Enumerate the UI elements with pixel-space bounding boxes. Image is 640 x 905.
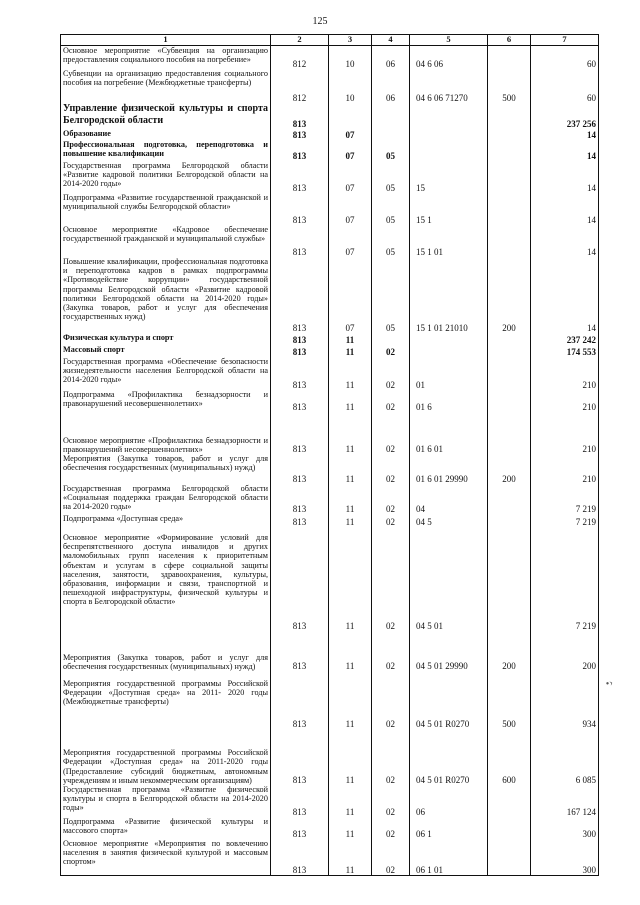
- row-admin-code: 813: [271, 631, 329, 671]
- row-target-code: 04: [410, 484, 488, 514]
- table-row: [61, 839, 599, 876]
- row-expense-type: [488, 345, 531, 357]
- row-amount: 210: [531, 390, 599, 412]
- row-amount: 174 553: [531, 345, 599, 357]
- row-section: 11: [329, 357, 372, 390]
- row-admin-code: 813: [271, 357, 329, 390]
- row-target-code: 04 5: [410, 514, 488, 527]
- row-expense-type: [488, 390, 531, 412]
- header-col-2: 2: [271, 35, 329, 46]
- row-subsection: [372, 129, 410, 140]
- table-row: [61, 46, 599, 70]
- row-description: Массовый спорт: [61, 345, 271, 357]
- row-description: Основное мероприятие «Формирование условий для беспрепятственного доступа инвалидов и других маломобильных групп населения к приоритетным объектам и услугам в сфере социальной защиты населения, занятости, здравоохранения, культуры, образования, информации и связи, транспортной и пешеходной инфраструктуры, физической культуры и спорта в Белгородской области»: [61, 527, 271, 631]
- row-section: 07: [329, 257, 372, 333]
- row-description: Управление физической культуры и спорта Белгородской области: [61, 103, 271, 129]
- row-target-code: 04 5 01 R0270: [410, 729, 488, 785]
- row-target-code: 01 6 01 29990: [410, 454, 488, 484]
- row-expense-type: 200: [488, 454, 531, 484]
- table-row: [61, 484, 599, 514]
- row-description: Основное мероприятие «Профилактика безнадзорности и правонарушений несовершеннолетних»: [61, 412, 271, 454]
- row-section: 11: [329, 729, 372, 785]
- row-admin-code: 813: [271, 257, 329, 333]
- row-amount: 237 242: [531, 333, 599, 345]
- table-row: [61, 514, 599, 527]
- row-section: 11: [329, 785, 372, 817]
- row-admin-code: 813: [271, 225, 329, 257]
- table-header: [61, 35, 599, 46]
- table-row: [61, 345, 599, 357]
- row-subsection: 05: [372, 161, 410, 193]
- row-target-code: 01: [410, 357, 488, 390]
- row-subsection: 02: [372, 357, 410, 390]
- row-admin-code: 813: [271, 454, 329, 484]
- row-admin-code: 813: [271, 161, 329, 193]
- row-subsection: 05: [372, 193, 410, 225]
- row-target-code: 15 1: [410, 193, 488, 225]
- row-subsection: 02: [372, 729, 410, 785]
- row-expense-type: 200: [488, 631, 531, 671]
- table-row: [61, 412, 599, 454]
- row-expense-type: 500: [488, 69, 531, 103]
- row-target-code: 04 5 01 R0270: [410, 671, 488, 729]
- table-row: [61, 631, 599, 671]
- table-row: [61, 140, 599, 161]
- row-amount: 60: [531, 46, 599, 70]
- row-expense-type: [488, 514, 531, 527]
- budget-table: [60, 34, 599, 876]
- row-amount: 60: [531, 69, 599, 103]
- table-row: [61, 225, 599, 257]
- row-amount: 210: [531, 412, 599, 454]
- row-target-code: [410, 333, 488, 345]
- row-admin-code: 813: [271, 129, 329, 140]
- row-amount: 200: [531, 631, 599, 671]
- row-amount: 14: [531, 129, 599, 140]
- table-row: [61, 333, 599, 345]
- header-col-5: 5: [410, 35, 488, 46]
- row-subsection: 02: [372, 514, 410, 527]
- row-description: Повышение квалификации, профессиональная подготовка и переподготовка кадров в рамках подпрограммы «Противодействие коррупции» государственной программы Белгородской области «Развитие кадровой политики Белгородской области на 2014-2020 годы» (Закупка товаров, работ и услуг для обеспечения государственных нужд): [61, 257, 271, 333]
- row-section: 10: [329, 69, 372, 103]
- row-target-code: [410, 103, 488, 129]
- header-col-3: 3: [329, 35, 372, 46]
- row-amount: 300: [531, 817, 599, 839]
- row-expense-type: [488, 161, 531, 193]
- header-col-1: 1: [61, 35, 271, 46]
- row-admin-code: 813: [271, 140, 329, 161]
- row-subsection: 02: [372, 345, 410, 357]
- row-section: 11: [329, 390, 372, 412]
- row-target-code: [410, 345, 488, 357]
- row-subsection: [372, 103, 410, 129]
- row-section: 07: [329, 129, 372, 140]
- pen-mark-icon: •›: [604, 677, 615, 690]
- row-section: 07: [329, 225, 372, 257]
- row-expense-type: [488, 103, 531, 129]
- table-row: [61, 527, 599, 631]
- row-expense-type: [488, 412, 531, 454]
- row-expense-type: [488, 140, 531, 161]
- row-section: 11: [329, 484, 372, 514]
- row-description: Профессиональная подготовка, переподготовка и повышение квалификации: [61, 140, 271, 161]
- row-section: 07: [329, 193, 372, 225]
- table-row: [61, 454, 599, 484]
- table-row: [61, 103, 599, 129]
- row-expense-type: [488, 839, 531, 876]
- row-subsection: 05: [372, 140, 410, 161]
- row-admin-code: 813: [271, 785, 329, 817]
- row-amount: 167 124: [531, 785, 599, 817]
- row-section: 11: [329, 412, 372, 454]
- row-description: Подпрограмма «Развитие физической культуры и массового спорта»: [61, 817, 271, 839]
- row-description: Мероприятия государственной программы Российской Федерации «Доступная среда» на 2011- 2020 годы (Межбюджетные трансферты): [61, 671, 271, 729]
- row-description: Государственная программа Белгородской области «Социальная поддержка граждан Белгородской области на 2014-2020 годы»: [61, 484, 271, 514]
- row-subsection: 06: [372, 69, 410, 103]
- row-admin-code: 812: [271, 69, 329, 103]
- page-number: 125: [312, 16, 328, 27]
- table-row: [61, 193, 599, 225]
- row-section: 11: [329, 514, 372, 527]
- row-expense-type: [488, 527, 531, 631]
- row-section: 11: [329, 527, 372, 631]
- row-admin-code: 813: [271, 390, 329, 412]
- row-admin-code: 813: [271, 193, 329, 225]
- row-amount: 934: [531, 671, 599, 729]
- row-target-code: 15 1 01 21010: [410, 257, 488, 333]
- row-section: 11: [329, 631, 372, 671]
- row-section: 11: [329, 454, 372, 484]
- row-section: 07: [329, 140, 372, 161]
- row-amount: 210: [531, 357, 599, 390]
- row-description: Мероприятия (Закупка товаров, работ и услуг для обеспечения государственных (муниципальных) нужд): [61, 454, 271, 484]
- row-expense-type: 600: [488, 729, 531, 785]
- row-description: Подпрограмма «Развитие государственной гражданской и муниципальной службы Белгородской области»: [61, 193, 271, 225]
- row-subsection: 02: [372, 412, 410, 454]
- row-target-code: 04 5 01: [410, 527, 488, 631]
- row-expense-type: [488, 193, 531, 225]
- row-expense-type: [488, 225, 531, 257]
- table-row: [61, 357, 599, 390]
- row-description: Мероприятия (Закупка товаров, работ и услуг для обеспечения государственных (муниципальных) нужд): [61, 631, 271, 671]
- table-row: [61, 671, 599, 729]
- row-admin-code: 812: [271, 46, 329, 70]
- row-section: [329, 103, 372, 129]
- row-admin-code: 813: [271, 345, 329, 357]
- row-expense-type: [488, 785, 531, 817]
- row-admin-code: 813: [271, 484, 329, 514]
- row-subsection: 06: [372, 46, 410, 70]
- row-subsection: 05: [372, 257, 410, 333]
- row-expense-type: [488, 129, 531, 140]
- row-admin-code: 813: [271, 412, 329, 454]
- header-col-6: 6: [488, 35, 531, 46]
- row-description: Основное мероприятие «Мероприятия по вовлечению населения в занятия физической культурой и массовым спортом»: [61, 839, 271, 876]
- row-target-code: [410, 140, 488, 161]
- row-amount: 210: [531, 454, 599, 484]
- row-section: 10: [329, 46, 372, 70]
- row-amount: 6 085: [531, 729, 599, 785]
- row-expense-type: [488, 333, 531, 345]
- row-target-code: 04 6 06 71270: [410, 69, 488, 103]
- row-description: Подпрограмма «Доступная среда»: [61, 514, 271, 527]
- table-row: [61, 129, 599, 140]
- row-description: Образование: [61, 129, 271, 140]
- row-description: Подпрограмма «Профилактика безнадзорности и правонарушений несовершеннолетних»: [61, 390, 271, 412]
- table-row: [61, 785, 599, 817]
- table-row: [61, 390, 599, 412]
- row-amount: 237 256: [531, 103, 599, 129]
- table-row: [61, 257, 599, 333]
- header-col-4: 4: [372, 35, 410, 46]
- row-amount: 14: [531, 193, 599, 225]
- row-amount: 14: [531, 225, 599, 257]
- row-target-code: 04 5 01 29990: [410, 631, 488, 671]
- row-section: 11: [329, 671, 372, 729]
- row-description: Мероприятия государственной программы Российской Федерации «Доступная среда» на 2011-2020 годы (Предоставление субсидий бюджетным, автономным учреждениям и иным некоммерческим организациям): [61, 729, 271, 785]
- row-expense-type: [488, 817, 531, 839]
- row-target-code: [410, 129, 488, 140]
- row-admin-code: 813: [271, 514, 329, 527]
- row-target-code: 06: [410, 785, 488, 817]
- row-target-code: 15: [410, 161, 488, 193]
- row-description: Основное мероприятие «Субвенция на организацию предоставления социального пособия на погребение»: [61, 46, 271, 70]
- row-subsection: 02: [372, 631, 410, 671]
- table-row: [61, 817, 599, 839]
- row-expense-type: 500: [488, 671, 531, 729]
- row-admin-code: 813: [271, 817, 329, 839]
- row-target-code: 15 1 01: [410, 225, 488, 257]
- row-target-code: 04 6 06: [410, 46, 488, 70]
- row-subsection: 02: [372, 484, 410, 514]
- header-col-7: 7: [531, 35, 599, 46]
- row-subsection: 02: [372, 785, 410, 817]
- row-target-code: 06 1: [410, 817, 488, 839]
- row-subsection: 02: [372, 390, 410, 412]
- row-admin-code: 813: [271, 527, 329, 631]
- row-amount: 7 219: [531, 484, 599, 514]
- row-description: Физическая культура и спорт: [61, 333, 271, 345]
- row-admin-code: 813: [271, 839, 329, 876]
- row-description: Государственная программа «Обеспечение безопасности жизнедеятельности населения Белгородской области на 2014-2020 годы»: [61, 357, 271, 390]
- row-expense-type: [488, 46, 531, 70]
- row-section: 11: [329, 345, 372, 357]
- row-section: 11: [329, 817, 372, 839]
- row-subsection: 02: [372, 817, 410, 839]
- row-admin-code: 813: [271, 333, 329, 345]
- row-section: 07: [329, 161, 372, 193]
- row-target-code: 06 1 01: [410, 839, 488, 876]
- table-row: [61, 161, 599, 193]
- table-row: [61, 69, 599, 103]
- row-amount: 7 219: [531, 514, 599, 527]
- row-section: 11: [329, 839, 372, 876]
- row-description: Субвенции на организацию предоставления социального пособия на погребение (Межбюджетные трансферты): [61, 69, 271, 103]
- row-target-code: 01 6 01: [410, 412, 488, 454]
- table-row: [61, 729, 599, 785]
- row-section: 11: [329, 333, 372, 345]
- row-description: Государственная программа Белгородской области «Развитие кадровой политики Белгородской области на 2014-2020 годы»: [61, 161, 271, 193]
- row-admin-code: 813: [271, 729, 329, 785]
- row-subsection: [372, 333, 410, 345]
- row-admin-code: 813: [271, 103, 329, 129]
- row-subsection: 02: [372, 454, 410, 484]
- row-expense-type: [488, 357, 531, 390]
- row-expense-type: [488, 484, 531, 514]
- row-subsection: 02: [372, 671, 410, 729]
- row-description: Государственная программа «Развитие физической культуры и спорта в Белгородской области на 2014-2020 годы»: [61, 785, 271, 817]
- row-amount: 14: [531, 161, 599, 193]
- row-amount: 14: [531, 140, 599, 161]
- row-amount: 14: [531, 257, 599, 333]
- row-expense-type: 200: [488, 257, 531, 333]
- row-subsection: 02: [372, 839, 410, 876]
- row-description: Основное мероприятие «Кадровое обеспечение государственной гражданской и муниципальной службы»: [61, 225, 271, 257]
- row-admin-code: 813: [271, 671, 329, 729]
- row-target-code: 01 6: [410, 390, 488, 412]
- row-amount: 7 219: [531, 527, 599, 631]
- row-amount: 300: [531, 839, 599, 876]
- row-subsection: 02: [372, 527, 410, 631]
- row-subsection: 05: [372, 225, 410, 257]
